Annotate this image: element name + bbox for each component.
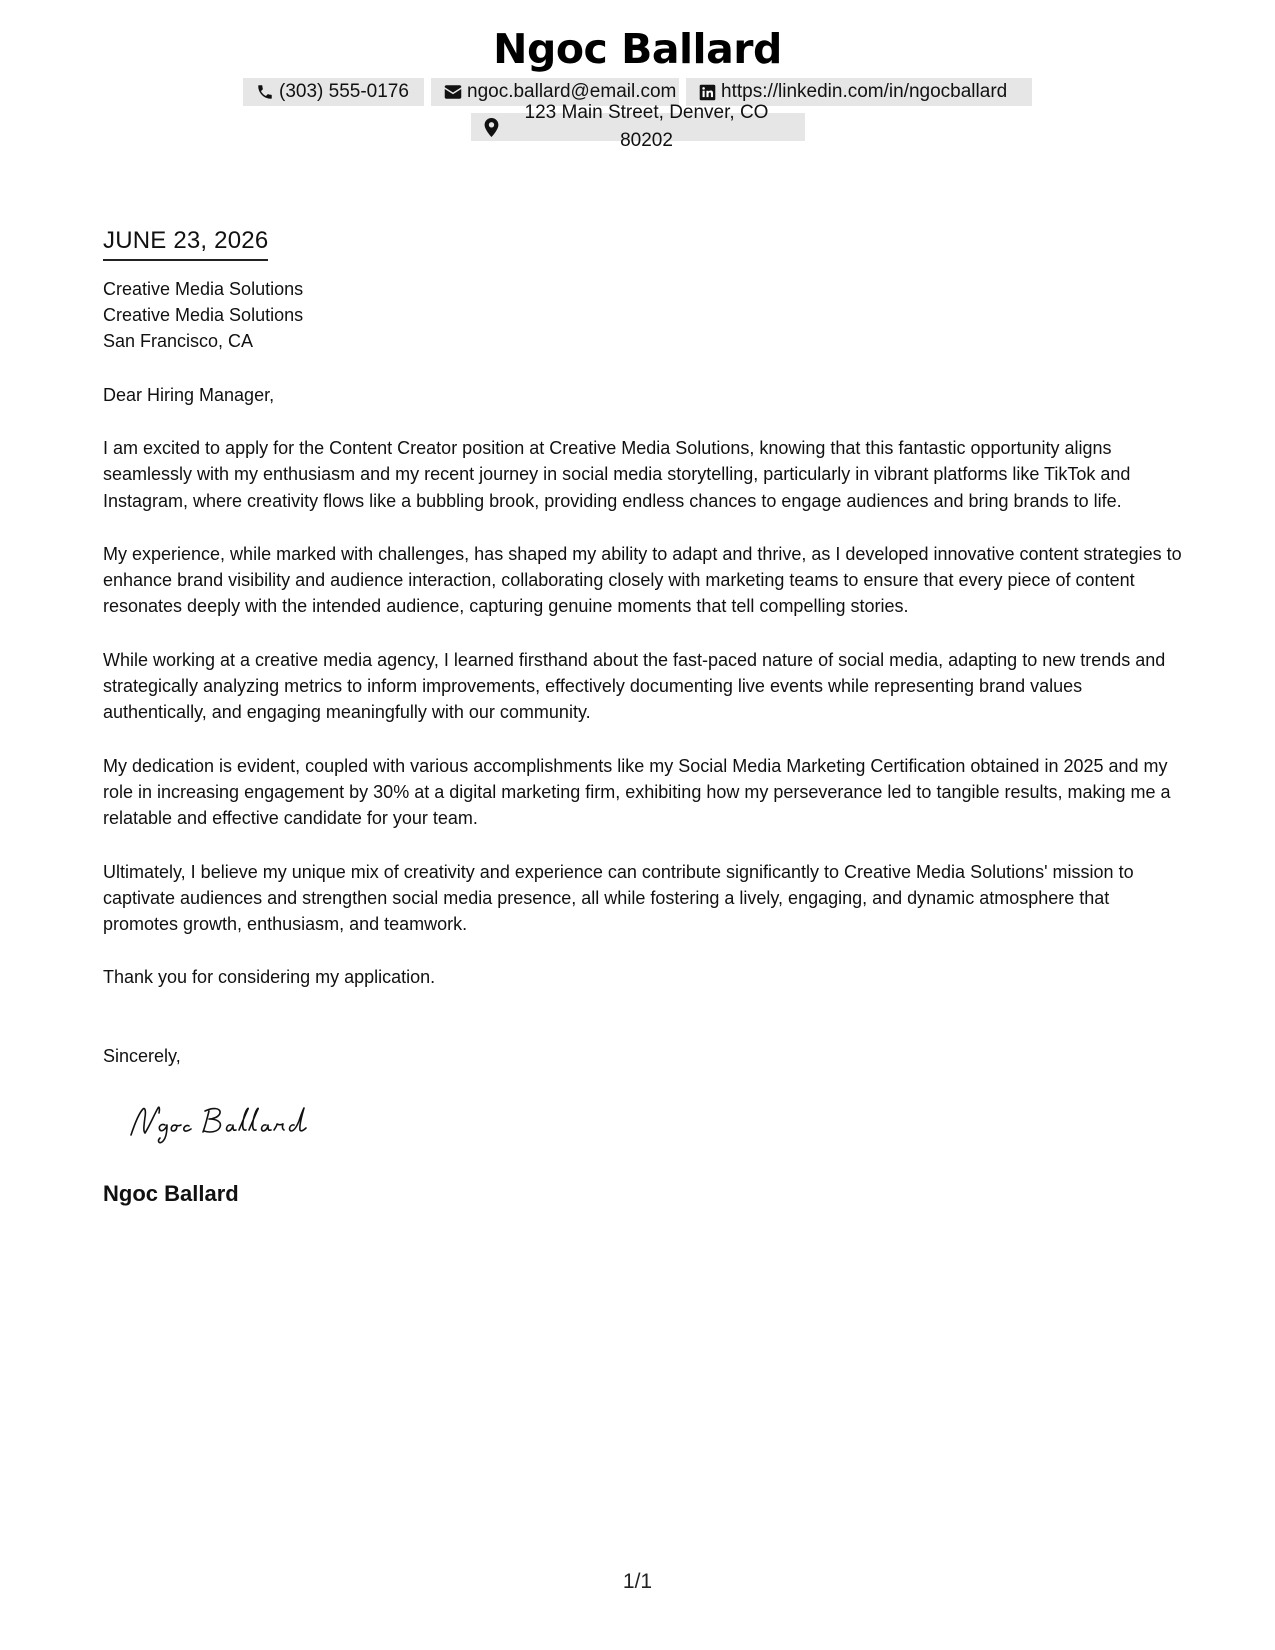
letter-date: JUNE 23, 2026 (103, 227, 269, 254)
applicant-name: Ngoc Ballard (493, 25, 782, 73)
email-text: ngoc.ballard@email.com (467, 81, 677, 102)
recipient-block (103, 276, 1183, 354)
body-paragraph: Ultimately, I believe my unique mix of creativity and experience can contribute significantly to Creative Media Solutions' mission to captivate audiences and strengthen social media presence, all while fostering a lively, engaging, and dynamic atmosphere that promotes growth, enthusiasm, and teamwork. (103, 861, 1134, 935)
body-paragraph: While working at a creative media agency, I learned firsthand about the fast-paced nature of social media, adapting to new trends and strategically analyzing metrics to inform improvements, effectively documenting live events while representing brand values authentically, and engaging meaningfully with our community. (103, 649, 1166, 723)
recipient-line: Creative Media Solutions (103, 279, 304, 299)
address-chip[interactable] (471, 102, 805, 151)
address-text: 123 Main Street, Denver, CO 80202 (524, 102, 769, 151)
letter-header (0, 20, 1275, 151)
date-underline (103, 226, 268, 261)
envelope-icon (444, 84, 462, 100)
phone-chip[interactable] (243, 78, 424, 106)
linkedin-text: https://linkedin.com/in/ngocballard (721, 81, 1008, 102)
body-paragraph: My experience, while marked with challenges, has shaped my ability to adapt and thrive, as I developed innovative content strategies to enhance brand visibility and audience interaction, collaborating closely with marketing teams to ensure that every piece of content resonates deeply with the intended audience, capturing genuine moments that tell compelling stories. (103, 543, 1182, 617)
signer-name: Ngoc Ballard (103, 1181, 239, 1207)
body-paragraph: My dedication is evident, coupled with various accomplishments like my Social Media Marketing Certification obtained in 2025 and my role in increasing engagement by 30% at a digital marketing firm, exhibiting how my perseverance led to tangible results, making me a relatable and effective candidate for your team. (103, 755, 1171, 829)
letter-body (103, 226, 1183, 1208)
phone-icon (256, 83, 274, 101)
linkedin-icon (699, 84, 716, 101)
closing-line: Thank you for considering my application. (103, 967, 436, 988)
salutation: Dear Hiring Manager, (103, 385, 275, 405)
body-paragraph: I am excited to apply for the Content Creator position at Creative Media Solutions, knowing that this fantastic opportunity aligns seamlessly with my enthusiasm and my recent journey in social media storytelling, particularly in vibrant platforms like TikTok and Instagram, where creativity flows like a bubbling brook, providing endless chances to engage audiences and bring brands to life. (103, 438, 1131, 511)
phone-text: (303) 555-0176 (279, 81, 409, 102)
handwritten-signature (125, 1099, 345, 1145)
recipient-line: Creative Media Solutions (103, 305, 304, 325)
contact-row-secondary (0, 102, 1275, 151)
map-marker-icon (484, 118, 499, 137)
signoff: Sincerely, (103, 1046, 181, 1067)
page-number: 1/1 (622, 1570, 653, 1593)
recipient-line: San Francisco, CA (103, 331, 254, 351)
